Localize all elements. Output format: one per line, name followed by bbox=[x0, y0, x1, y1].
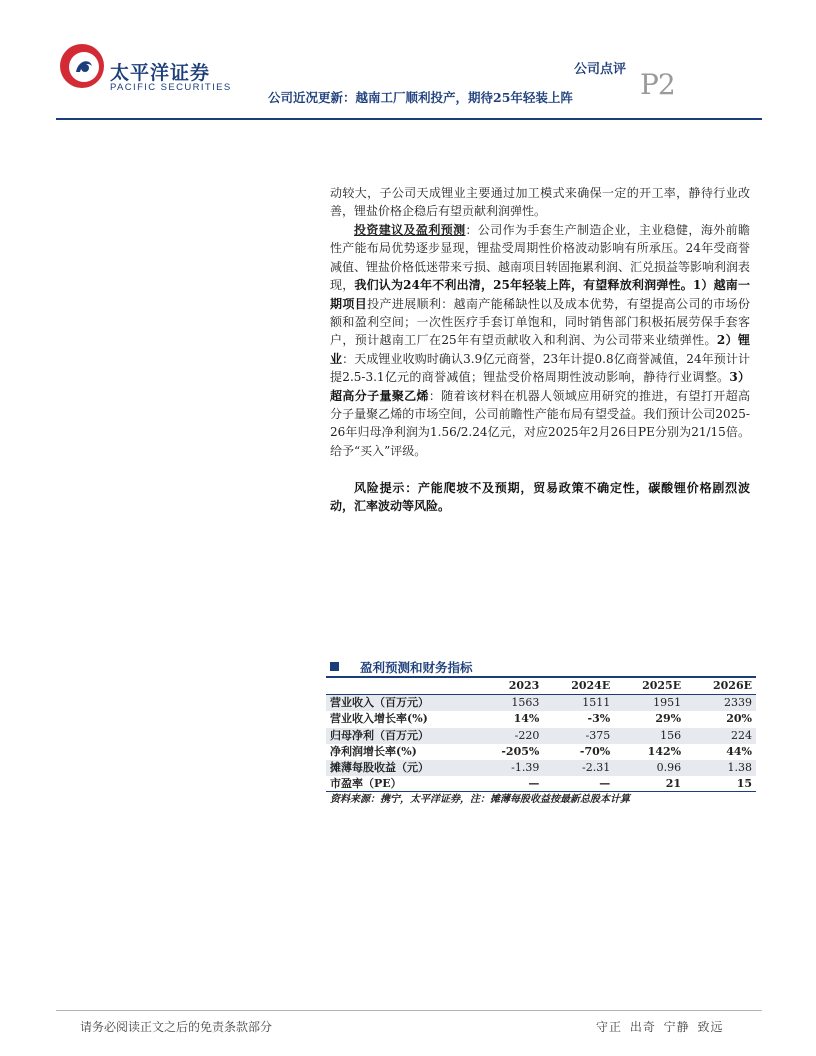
table-header-row bbox=[326, 678, 756, 695]
logo-english-name: PACIFIC SECURITIES bbox=[110, 82, 232, 93]
table-row-label: 营业收入增长率(%) bbox=[330, 712, 428, 726]
paragraph-investment-advice: 投资建议及盈利预测：公司作为手套生产制造企业，主业稳健，海外前瞻性产能布局优势逐步显现，锂盐受周期性价格波动影响有所承压。24年受商誉减值、锂盐价格低迷带来亏损、越南项目转固拖累利润、汇兑损益等影响利润表现，我们认为24年不利出清，25年轻装上阵，有望释放利润弹性。1）越南一期项目投产进展顺利：越南产能稀缺性以及成本优势，有望提高公司的市场份额和盈利空间；一次性医疗手套订单饱和，同时销售部门积极拓展劳保手套客户，预计越南工厂在25年有望贡献收入和利润、为公司带来业绩弹性。2）锂业：天成锂业收购时确认3.9亿元商誉，23年计提0.8亿商誉减值，24年预计计提2.5-3.1亿元的商誉减值；锂盐受价格周期性波动影响，静待行业调整。3）超高分子量聚乙烯：随着该材料在机器人领域应用研究的推进，有望打开超高分子量聚乙烯的市场空间，公司前瞻性产能布局有望受益。我们预计公司2025-26年归母净利润为1.56/2.24亿元，对应2025年2月26日PE分别为21/15倍。给予“买入”评级。 bbox=[330, 223, 751, 458]
table-cell: 44% bbox=[726, 744, 752, 758]
table-cell: 0.96 bbox=[614, 760, 685, 776]
financial-forecast-table bbox=[326, 678, 756, 792]
table-cell: 1.38 bbox=[685, 760, 756, 776]
table-cell: 20% bbox=[726, 712, 752, 726]
investment-advice-label: 投资建议及盈利预测 bbox=[354, 223, 466, 237]
paragraph-lithium-context: 动较大，子公司天成锂业主要通过加工模式来确保一定的开工率，静待行业改善，锂盐价格企稳后有望贡献利润弹性。 bbox=[330, 186, 750, 219]
footer-motto: 守正 出奇 宁静 致远 bbox=[596, 1020, 724, 1034]
table-header-cell bbox=[326, 678, 474, 695]
table-title: 盈利预测和财务指标 bbox=[360, 660, 473, 675]
table-row bbox=[326, 728, 756, 744]
table-cell: 142% bbox=[647, 744, 682, 758]
table-cell: 2339 bbox=[685, 695, 756, 712]
table-cell: -1.39 bbox=[474, 760, 543, 776]
table-cell: -220 bbox=[474, 728, 543, 744]
table-row-label: 市盈率（PE） bbox=[330, 777, 402, 791]
table-title-marker-icon bbox=[330, 662, 339, 671]
logo-chinese-name: 太平洋证券 bbox=[110, 62, 211, 84]
table-row bbox=[326, 744, 756, 760]
table-row bbox=[326, 695, 756, 712]
table-header-cell: 2025E bbox=[614, 678, 685, 695]
footer-divider bbox=[56, 1010, 762, 1011]
table-cell: 21 bbox=[665, 777, 682, 791]
table-row-label: 摊薄每股收益（元） bbox=[326, 760, 474, 776]
table-cell: -2.31 bbox=[543, 760, 614, 776]
risk-text: 产能爬坡不及预期，贸易政策不确定性，碳酸锂价格剧烈波动，汇率波动等风险。 bbox=[330, 481, 750, 514]
table-cell: -70% bbox=[579, 744, 611, 758]
risk-label: 风险提示： bbox=[354, 481, 418, 495]
pacific-securities-logo-icon bbox=[58, 42, 106, 90]
table-source-note: 资料来源：携宁，太平洋证券，注：摊薄每股收益按最新总股本计算 bbox=[330, 794, 630, 805]
paragraph-risk-warning bbox=[330, 479, 750, 516]
table-row-label: 归母净利（百万元） bbox=[326, 728, 474, 744]
page-number: P2 bbox=[640, 68, 675, 101]
table-cell: 1563 bbox=[474, 695, 543, 712]
table-cell: -3% bbox=[587, 712, 611, 726]
table-header-cell: 2023 bbox=[474, 678, 543, 695]
table-row-label: 营业收入（百万元） bbox=[326, 695, 474, 712]
table-cell: 29% bbox=[655, 712, 682, 726]
header-divider bbox=[56, 118, 762, 120]
table-row bbox=[326, 760, 756, 776]
table-row-label: 净利润增长率(%) bbox=[330, 744, 417, 758]
footer-disclaimer-note: 请务必阅读正文之后的免责条款部分 bbox=[80, 1020, 273, 1034]
report-title: 公司近况更新：越南工厂顺利投产，期待25年轻装上阵 bbox=[268, 90, 573, 105]
report-type: 公司点评 bbox=[574, 62, 627, 77]
table-cell: -205% bbox=[501, 744, 540, 758]
table-cell: — bbox=[599, 777, 611, 791]
table-cell: 1511 bbox=[543, 695, 614, 712]
table-cell: — bbox=[528, 777, 540, 791]
table-header-cell: 2026E bbox=[685, 678, 756, 695]
table-cell: 156 bbox=[614, 728, 685, 744]
table-cell: 224 bbox=[685, 728, 756, 744]
table-header-cell: 2024E bbox=[543, 678, 614, 695]
table-cell: 15 bbox=[736, 777, 752, 791]
table-cell: 14% bbox=[513, 712, 540, 726]
table-row bbox=[326, 711, 756, 727]
table-cell: 1951 bbox=[614, 695, 685, 712]
table-cell: -375 bbox=[543, 728, 614, 744]
